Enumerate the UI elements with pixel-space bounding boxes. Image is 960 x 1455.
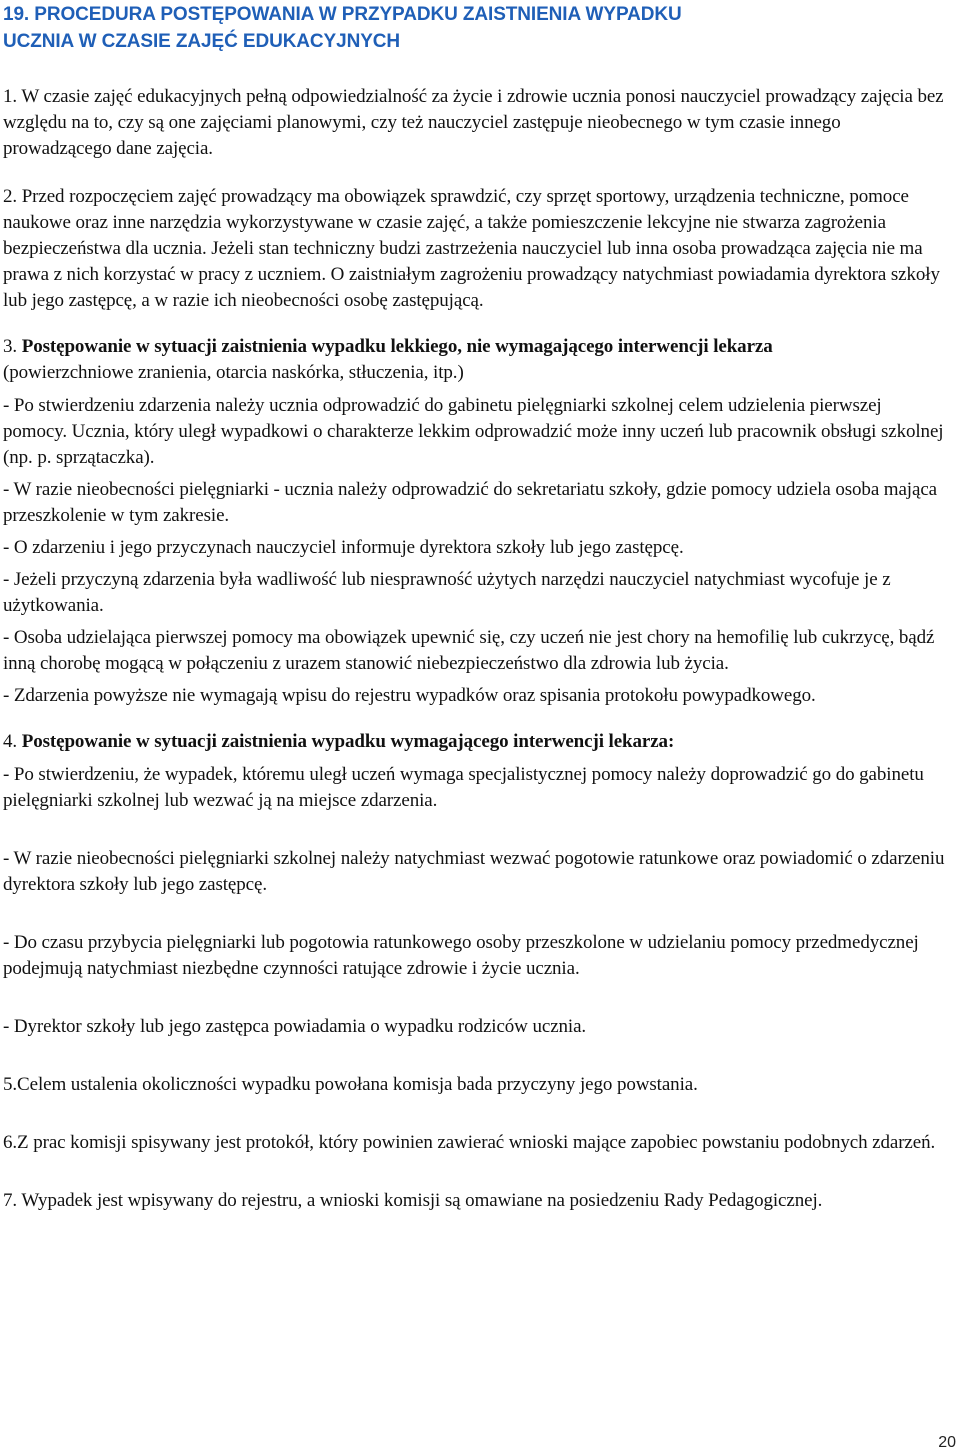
section-3-item: - O zdarzeniu i jego przyczynach nauczyciel informuje dyrektora szkoły lub jego zastępcę. [3, 537, 684, 558]
paragraph-7: 7. Wypadek jest wpisywany do rejestru, a wnioski komisji są omawiane na posiedzeniu Rady Pedagogicznej. [3, 1190, 823, 1211]
section-4-item: - Po stwierdzeniu, że wypadek, któremu uległ uczeń wymaga specjalistycznej pomocy należy doprowadzić go do gabinetu pielęgniarki szkolnej lub wezwać ją na miejsce zdarzenia. [3, 764, 924, 811]
paragraph-6: 6.Z prac komisji spisywany jest protokół, który powinien zawierać wnioski mające zapobiec powstaniu podobnych zdarzeń. [3, 1132, 936, 1153]
section-3-heading-text: Postępowanie w sytuacji zaistnienia wypadku lekkiego, nie wymagającego interwencji lekarza [21, 336, 773, 357]
section-3-number: 3. [3, 336, 22, 357]
section-4-item: - Do czasu przybycia pielęgniarki lub pogotowia ratunkowego osoby przeszkolone w udzielaniu pomocy przedmedycznej podejmują natychmiast niezbędne czynności ratujące zdrowie i życie ucznia. [3, 932, 919, 979]
page-number: 20 [938, 1434, 956, 1451]
paragraph-2: 2. Przed rozpoczęciem zajęć prowadzący ma obowiązek sprawdzić, czy sprzęt sportowy, urządzenia techniczne, pomoce naukowe oraz inne narzędzia wykorzystywane w czasie zajęć, a także pomieszczenie lekcyjne nie stwarza zagrożenia bezpieczeństwa dla ucznia. Jeżeli stan techniczny budzi zastrzeżenia nauczyciel lub inna osoba prowadząca zajęcia nie ma prawa z nich korzystać w pracy z uczniem. O zaistniałym zagrożeniu prowadzący natychmiast powiadamia dyrektora szkoły lub jego zastępcę, a w razie ich nieobecności osobę zastępującą. [3, 186, 940, 311]
title-line-2: UCZNIA W CZASIE ZAJĘĆ EDUKACYJNYCH [3, 31, 401, 52]
section-4 [3, 729, 948, 1040]
section-3-subheading: (powierzchniowe zranienia, otarcia naskórka, stłuczenia, itp.) [3, 362, 464, 383]
section-4-item: - Dyrektor szkoły lub jego zastępca powiadamia o wypadku rodziców ucznia. [3, 1016, 587, 1037]
title-line-1: 19. PROCEDURA POSTĘPOWANIA W PRZYPADKU ZAISTNIENIA WYPADKU [3, 4, 682, 25]
section-3-item: - Jeżeli przyczyną zdarzenia była wadliwość lub niesprawność użytych narzędzi nauczyciel natychmiast wycofuje je z użytkowania. [3, 569, 891, 616]
section-3-item: - W razie nieobecności pielęgniarki - ucznia należy odprowadzić do sekretariatu szkoły, gdzie pomocy udziela osoba mająca przeszkolenie w tym zakresie. [3, 479, 937, 526]
paragraph-5: 5.Celem ustalenia okoliczności wypadku powołana komisja bada przyczyny jego powstania. [3, 1074, 698, 1095]
section-3-item: - Po stwierdzeniu zdarzenia należy ucznia odprowadzić do gabinetu pielęgniarki szkolnej celem udzielenia pierwszej pomocy. Ucznia, który uległ wypadkowi o charakterze lekkim odprowadzić może inny uczeń lub pracownik obsługi szkolnej (np. p. sprzątaczka). [3, 395, 944, 468]
section-3-item: - Zdarzenia powyższe nie wymagają wpisu do rejestru wypadków oraz spisania protokołu powypadkowego. [3, 685, 816, 706]
section-3-item: - Osoba udzielająca pierwszej pomocy ma obowiązek upewnić się, czy uczeń nie jest chory na hemofilię lub cukrzycę, bądź inną chorobę mogącą w połączeniu z urazem stanowić niebezpieczeństwo dla zdrowia lub życia. [3, 627, 935, 674]
section-4-heading-text: Postępowanie w sytuacji zaistnienia wypadku wymagającego interwencji lekarza: [21, 731, 675, 752]
section-3 [3, 334, 948, 709]
document-title [3, 0, 948, 55]
section-4-heading [3, 729, 948, 755]
section-3-heading [3, 334, 948, 360]
paragraph-1: 1. W czasie zajęć edukacyjnych pełną odpowiedzialność za życie i zdrowie ucznia ponosi nauczyciel prowadzący zajęcia bez względu na to, czy są one zajęciami planowymi, czy też nauczyciel zastępuje nieobecnego w tym czasie innego prowadzącego dane zajęcia. [3, 86, 944, 159]
section-4-number: 4. [3, 731, 22, 752]
section-4-item: - W razie nieobecności pielęgniarki szkolnej należy natychmiast wezwać pogotowie ratunkowe oraz powiadomić o zdarzeniu dyrektora szkoły lub jego zastępcę. [3, 848, 945, 895]
